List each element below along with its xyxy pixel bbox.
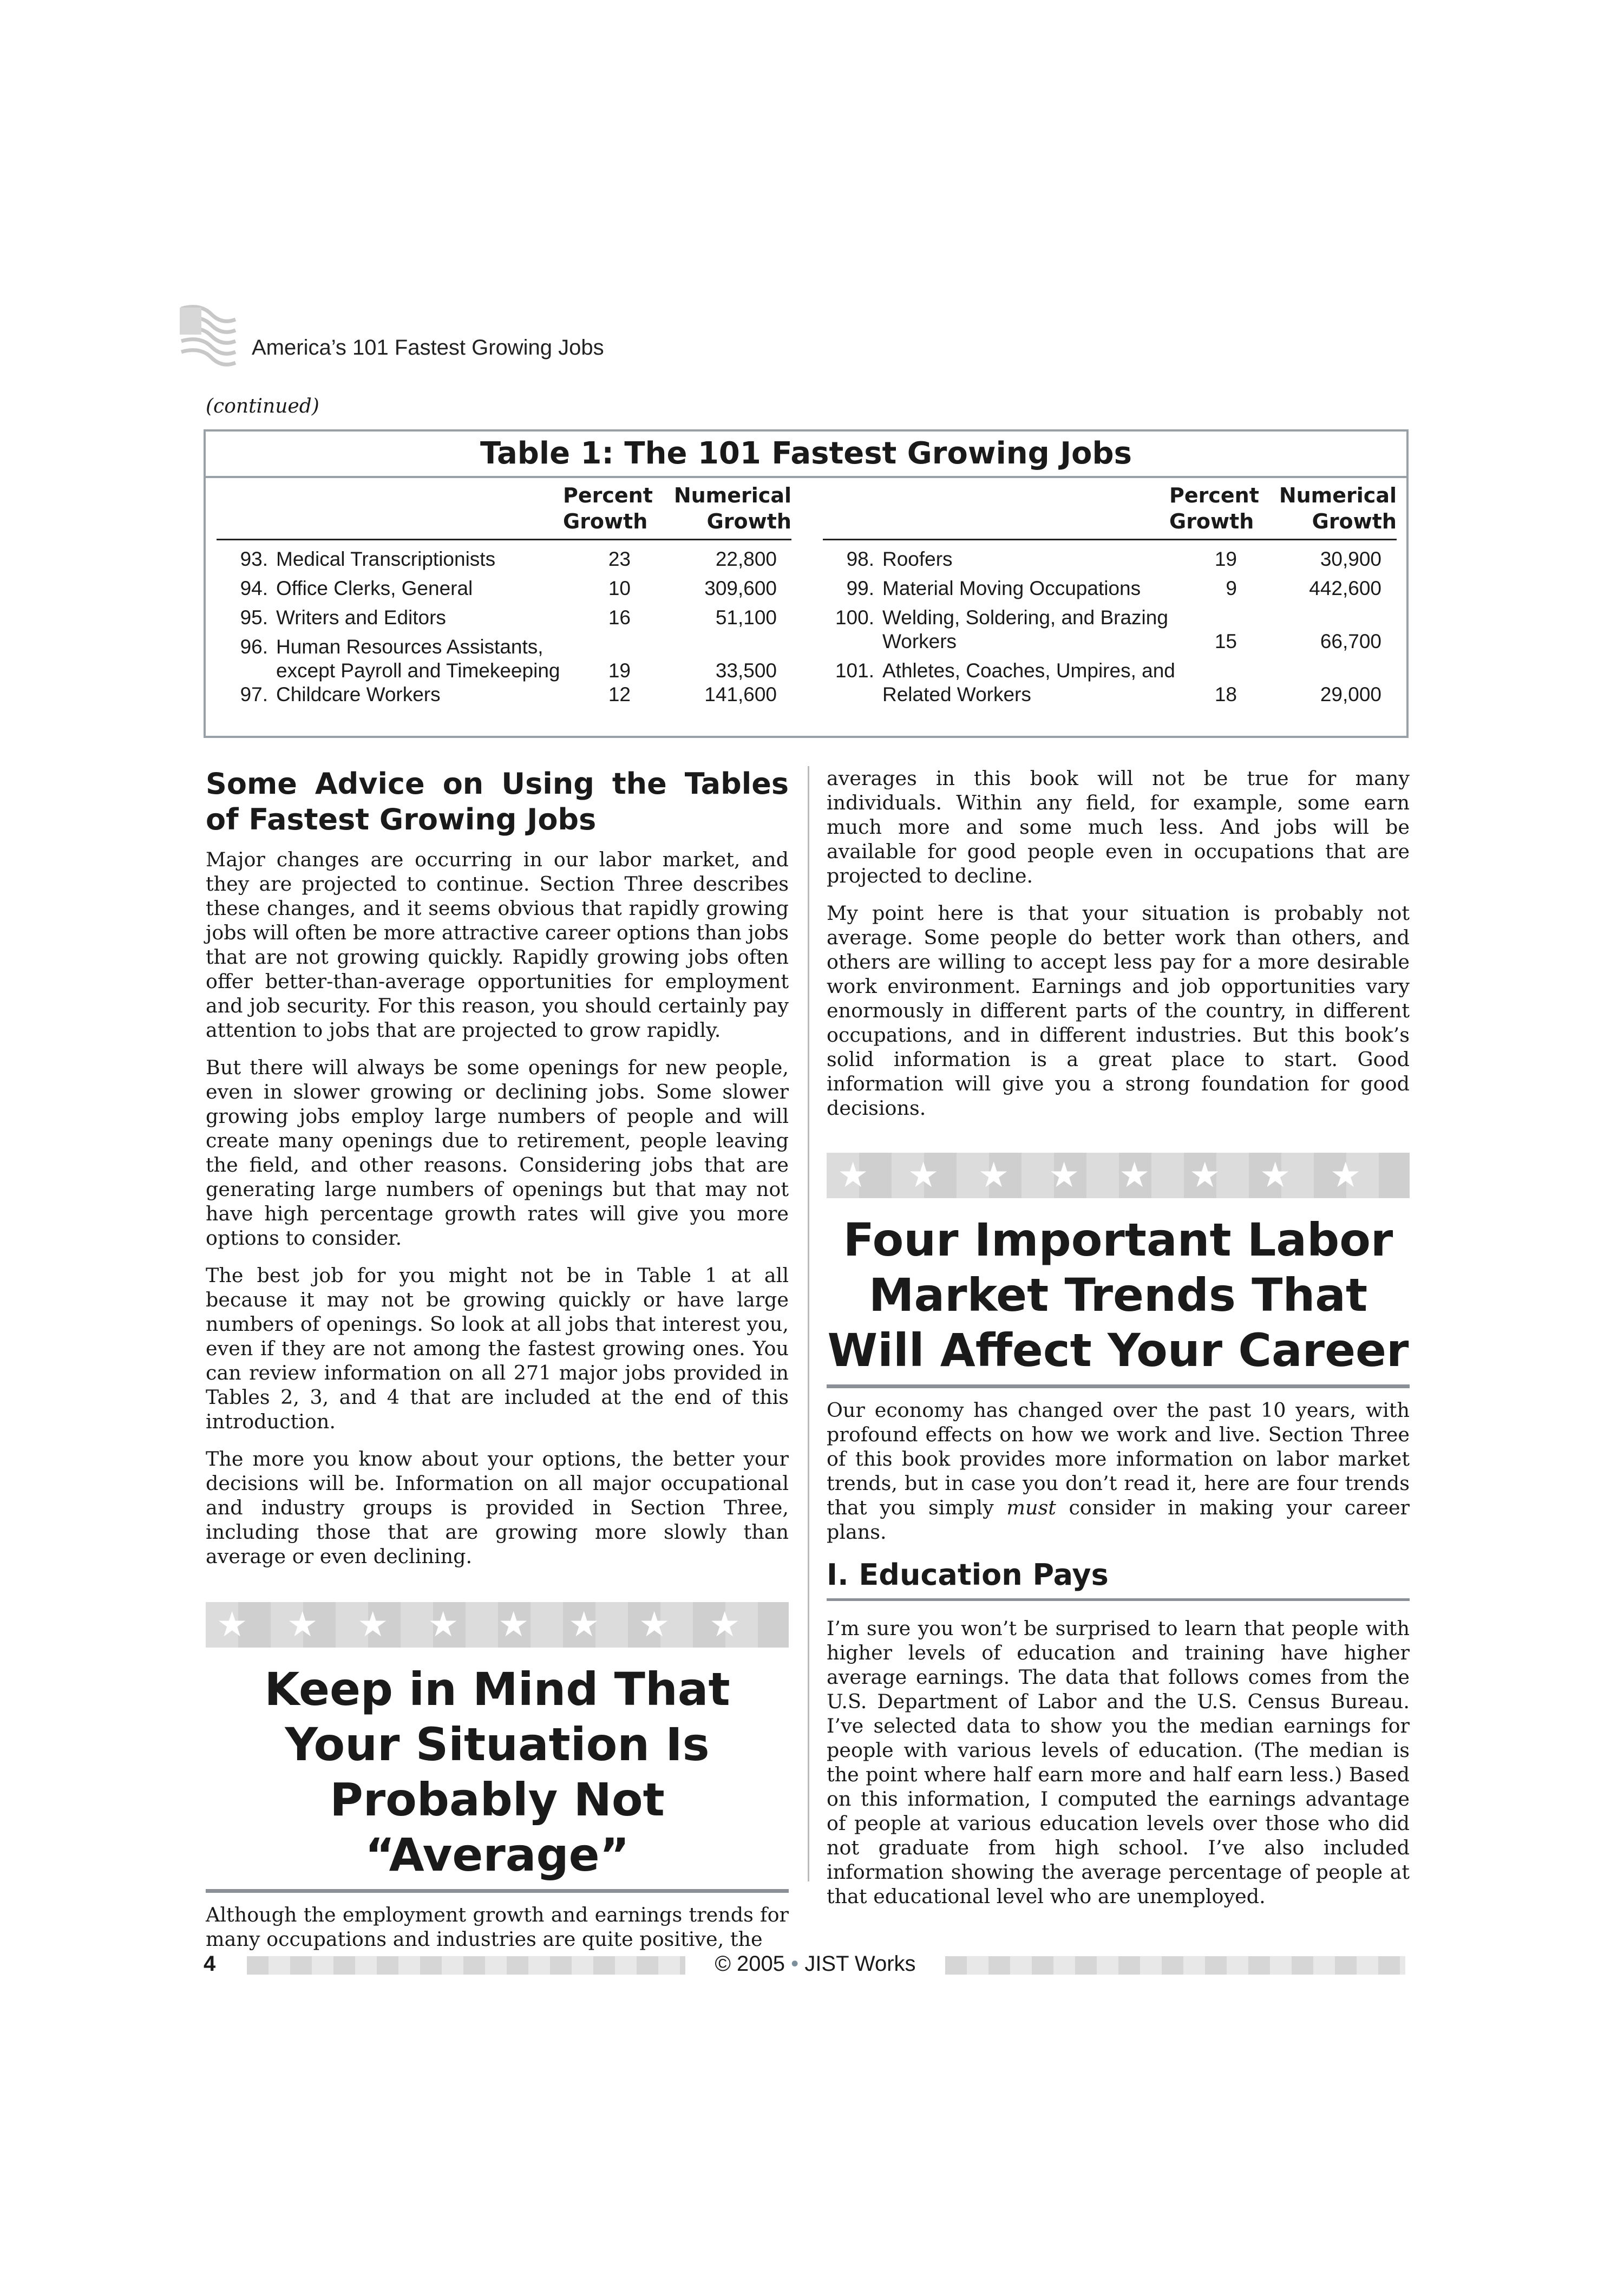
- header-rule: [217, 539, 791, 540]
- paragraph: Although the employment growth and earnings trends for many occupations and industries are quite positive, the: [206, 1903, 789, 1951]
- paragraph: But there will always be some openings for new people, even in slower growing or declining jobs. Some slower growing jobs employ large numbers of people and will create many openings due to retirement, people leaving the field, and other reasons. Considering jobs that are generating large numbers of openings but that may not have high percentage growth rates will give you more options to consider.: [206, 1056, 789, 1250]
- header-rule: [823, 539, 1397, 540]
- paragraph: averages in this book will not be true for many individuals. Within any field, for example, some earn much more and some much less. And jobs will be available for good people even in occupations that are projected to decline.: [827, 767, 1410, 887]
- paragraph: Major changes are occurring in our labor market, and they are projected to continue. Section Three describes these changes, and it seems obvious that rapidly growing jobs will often be more attractive career options than jobs that are not growing quickly. Rapidly growing jobs often offer better-than-average opportunities for employment and job security. For this reason, you should certainly pay attention to jobs that are projected to grow rapidly.: [206, 848, 789, 1042]
- footer-strip: [247, 1956, 685, 1975]
- heading-rule: [206, 1889, 789, 1893]
- fastest-jobs-table: Table 1: The 101 Fastest Growing Jobs Percent Growth Numerical Growth 93. Medical Transcriptionists 23 22,800 94. Office Clerks, General 10 309,600 95. Writers and Editors 16 51,100 96. Human Resources Assistants, except Payroll and Timekeeping 19 33,500 97. Childcare Workers 12 141,600 Percent Growth Numerical Growth 98. Roofers 19 30,900 99. Material Moving Occupations 9 442,600 100. Welding, Soldering, and Brazing Workers 15 66,700 101. Athletes, Coaches, Umpires, and Related Workers 18 29,000: [204, 429, 1409, 738]
- paragraph: The more you know about your options, the better your decisions will be. Information on all major occupational and industry groups is provided in Section Three, including those that are growing more slowly than average or even declining.: [206, 1447, 789, 1568]
- right-column: [827, 766, 1410, 1922]
- col-header-numerical: Numerical Growth: [1279, 483, 1397, 533]
- paragraph: The best job for you might not be in Table 1 at all because it may not be growing quickly or have large numbers of openings. So look at all jobs that interest you, even if they are not among the fastest growing ones. You can review information on all 271 major jobs provided in Tables 2, 3, and 4 that are included at the end of this introduction.: [206, 1264, 789, 1433]
- paragraph: I’m sure you won’t be surprised to learn that people with higher levels of education and training have higher average earnings. The data that follows comes from the U.S. Department of Labor and the U.S. Census Bureau. I’ve selected data to show you the median earnings for people with various levels of education. (The median is the point where half earn more and half earn less.) Based on this information, I computed the earnings advantage of people at various education levels over those who did not graduate from high school. I’ve also included information showing the average percentage of people at that educational level who are unemployed.: [827, 1617, 1410, 1908]
- footer-credit: © 2005 • JIST Works: [715, 1952, 916, 1976]
- continued-label: (continued): [206, 395, 319, 417]
- column-divider: [808, 766, 809, 1881]
- keep-in-mind-heading: Keep in Mind That Your Situation Is Probably Not “Average”: [264, 1663, 730, 1881]
- trends-heading: Four Important Labor Market Trends That Will Affect Your Career: [827, 1213, 1409, 1377]
- table-title: Table 1: The 101 Fastest Growing Jobs: [206, 432, 1406, 478]
- stars-banner: ★ ★ ★ ★ ★ ★ ★ ★: [827, 1153, 1410, 1198]
- col-header-percent: Percent Growth: [1169, 483, 1259, 533]
- flag-icon: [179, 303, 238, 374]
- heading-rule: [827, 1384, 1410, 1388]
- running-title: America’s 101 Fastest Growing Jobs: [252, 336, 604, 360]
- paragraph: My point here is that your situation is probably not average. Some people do better work than others, and others are willing to accept less pay for a more desirable work environment. Earnings and job opportunities vary enormously in different parts of the country, in different occupations, and in different industries. But this book’s solid information is a great place to start. Good information will give you a strong foundation for good decisions.: [827, 901, 1410, 1120]
- education-heading: I. Education Pays: [827, 1558, 1109, 1592]
- left-column: [206, 766, 789, 1964]
- col-header-percent: Percent Growth: [563, 483, 653, 533]
- page-footer: [204, 1952, 1409, 1979]
- heading-rule: [827, 1598, 1410, 1601]
- col-header-numerical: Numerical Growth: [673, 483, 791, 533]
- advice-heading: Some Advice on Using the Tables of Fastest Growing Jobs: [206, 767, 789, 837]
- page-number: 4: [204, 1952, 216, 1976]
- stars-banner: ★ ★ ★ ★ ★ ★ ★ ★: [206, 1602, 789, 1648]
- paragraph: Our economy has changed over the past 10 years, with profound effects on how we work and live. Section Three of this book provides more information on labor market trends, but in case you don’t read it, here are four trends that you simply must consider in making your career plans.: [827, 1399, 1410, 1544]
- footer-strip: [945, 1956, 1405, 1975]
